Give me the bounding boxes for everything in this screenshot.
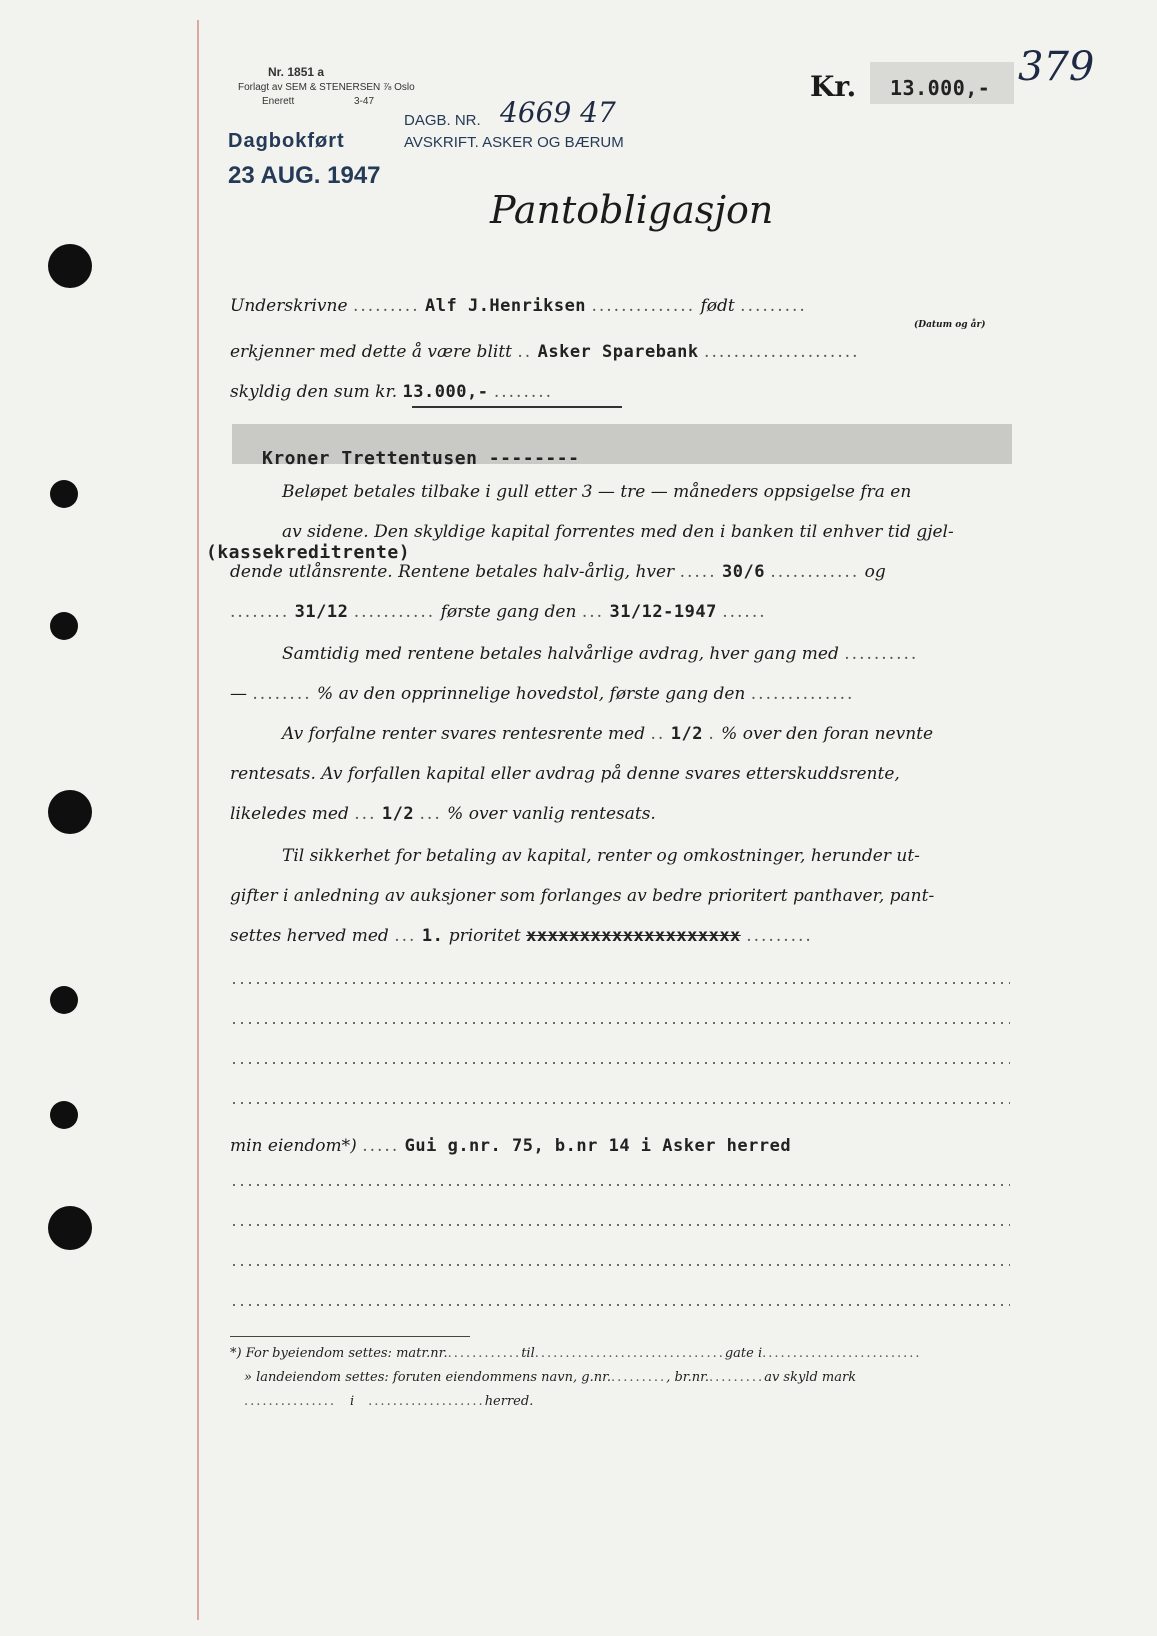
struck-text: xxxxxxxxxxxxxxxxxxxx [526, 926, 741, 946]
footnote-gate: gate i [724, 1346, 763, 1361]
footnote-herred: herred. [484, 1394, 534, 1409]
blank-dotted-line [230, 1184, 1010, 1186]
margin-rule [197, 20, 199, 1620]
label-vanlig-rentesats: % over vanlig rentesats. [447, 804, 656, 824]
line-underskrivne: Underskrivne ......... Alf J.Henriksen .............. født ......... [230, 296, 807, 316]
interest-type-insert: (kassekreditrente) [206, 542, 411, 563]
footnote-line1: *) For byeiendom settes: matr.nr.............til...............................gate i.......................... [230, 1346, 922, 1361]
para1-line1: Beløpet betales tilbake i gull etter 3 — tre — måneders oppsigelse fra en [282, 482, 912, 502]
label-underskrivne: Underskrivne [230, 296, 348, 316]
para4-line3: settes herved med ... 1. prioritet xxxxxxxxxxxxxxxxxxxx ......... [230, 926, 813, 946]
para3-line1: Av forfalne renter svares rentesrente med .. 1/2 . % over den foran nevnte [282, 724, 934, 744]
label-pantsettes: settes herved med [230, 926, 389, 946]
creditor-bank: Asker Sparebank [537, 342, 699, 362]
publisher-code: 3-47 [354, 96, 375, 107]
interest-date-2: 31/12 [294, 602, 349, 622]
footnote-skyld: av skyld mark [764, 1370, 857, 1385]
punch-hole-icon [50, 480, 78, 508]
blank-dotted-line [230, 1264, 1010, 1266]
para4-line2: gifter i anledning av auksjoner som forlanges av bedre prioritert panthaver, pant- [230, 886, 935, 906]
amount-in-words: Kroner Trettentusen -------- [262, 448, 580, 469]
stamp-date: 23 AUG. 1947 [228, 162, 381, 189]
footnote-til: til [521, 1346, 535, 1361]
document-title: Pantobligasjon [490, 188, 774, 232]
debt-amount: 13.000,- [402, 382, 489, 402]
para3-line2: rentesats. Av forfallen kapital eller avdrag på denne svares etterskuddsrente, [230, 764, 900, 784]
compound-rate: 1/2 [670, 724, 703, 744]
line-erkjenner: erkjenner med dette å være blitt .. Asker Sparebank ..................... [230, 342, 860, 362]
label-likeledes: likeledes med [230, 804, 349, 824]
label-halvarlig: dende utlånsrente. Rentene betales halv-årlig, hver [230, 562, 675, 582]
blank-dotted-line [230, 1224, 1010, 1226]
blank-dotted-line [230, 1062, 1010, 1064]
footnote-line3: ............... i ...................herred. [244, 1394, 534, 1409]
para2-line1: Samtidig med rentene betales halvårlige avdrag, hver gang med .......... [282, 644, 919, 664]
dagbokfort-stamp: Dagbokført [228, 130, 345, 152]
para2-line2: — ........ % av den opprinnelige hovedstol, første gang den .............. [230, 684, 855, 704]
para4-line1: Til sikkerhet for betaling av kapital, renter og omkostninger, herunder ut- [282, 846, 920, 866]
punch-hole-icon [48, 244, 92, 288]
blank-dotted-line [230, 1022, 1010, 1024]
label-avdrag: Samtidig med rentene betales halvårlige avdrag, hver gang med [282, 644, 839, 664]
blank-dotted-line [230, 1304, 1010, 1306]
para1-line4: ........ 31/12 ........... første gang den ... 31/12-1947 ...... [230, 602, 767, 622]
page-number: 379 [1018, 44, 1095, 90]
label-og: og [864, 562, 886, 582]
footnote-line2: » landeiendom settes: foruten eiendommens navn, g.nr.........., br.nr..........av skyld mark [244, 1370, 857, 1385]
para1-line2: av sidene. Den skyldige kapital forrentes med den i banken til enhver tid gjel- [282, 522, 954, 542]
publisher-enerett: Enerett [262, 96, 295, 107]
dagb-label: DAGB. NR. [404, 112, 481, 129]
label-erkjenner: erkjenner med dette å være blitt [230, 342, 512, 362]
first-interest-date: 31/12-1947 [609, 602, 717, 622]
label-fodt: født [700, 296, 735, 316]
label-forste-gang: første gang den [440, 602, 577, 622]
avdrag-dash: — [230, 684, 247, 704]
punch-hole-icon [48, 1206, 92, 1250]
footnote-byeiendom: *) For byeiendom settes: matr.nr. [230, 1346, 448, 1361]
signer-name: Alf J.Henriksen [425, 296, 587, 316]
datum-note: (Datum og år) [914, 320, 986, 330]
punch-hole-icon [50, 986, 78, 1014]
priority-value: 1. [421, 926, 444, 946]
label-over-foran: % over den foran nevnte [721, 724, 934, 744]
punch-hole-icon [50, 612, 78, 640]
blank-dotted-line [230, 982, 1010, 984]
label-hovedstol: % av den opprinnelige hovedstol, første gang den [317, 684, 746, 704]
footnote-landeiendom: » landeiendom settes: foruten eiendommens navn, g.nr. [244, 1370, 611, 1385]
dagb-number: 4669 47 [500, 96, 616, 129]
blank-dotted-line [230, 1102, 1010, 1104]
header-amount: 13.000,- [890, 76, 991, 100]
label-skyldig: skyldig den sum kr. [230, 382, 398, 402]
label-rentesrente: Av forfalne renter svares rentesrente med [282, 724, 646, 744]
label-min-eiendom: min eiendom*) [230, 1136, 357, 1156]
punch-hole-icon [50, 1101, 78, 1129]
para1-line3: dende utlånsrente. Rentene betales halv-årlig, hver ..... 30/6 ............ og [230, 562, 886, 582]
late-rate: 1/2 [381, 804, 415, 824]
property-line: min eiendom*) ..... Gui g.nr. 75, b.nr 14 i Asker herred [230, 1136, 792, 1156]
property-description: Gui g.nr. 75, b.nr 14 i Asker herred [404, 1136, 792, 1156]
interest-date-1: 30/6 [722, 562, 765, 582]
form-number: Nr. 1851 a [268, 65, 325, 79]
amount-underline [412, 406, 622, 408]
punch-hole-icon [48, 790, 92, 834]
para3-line3: likeledes med ... 1/2 ... % over vanlig rentesats. [230, 804, 656, 824]
footnote-i: i [350, 1394, 355, 1409]
label-prioritet: prioritet [448, 926, 521, 946]
footnote-brnr: , br.nr. [666, 1370, 709, 1385]
publisher-line: Forlagt av SEM & STENERSEN ⅞ Oslo [238, 82, 415, 93]
line-skyldig: skyldig den sum kr. 13.000,- ........ [230, 382, 554, 402]
footnote-separator [230, 1336, 470, 1337]
avskrift-stamp: AVSKRIFT. ASKER OG BÆRUM [404, 134, 624, 151]
kr-label: Kr. [810, 70, 857, 103]
